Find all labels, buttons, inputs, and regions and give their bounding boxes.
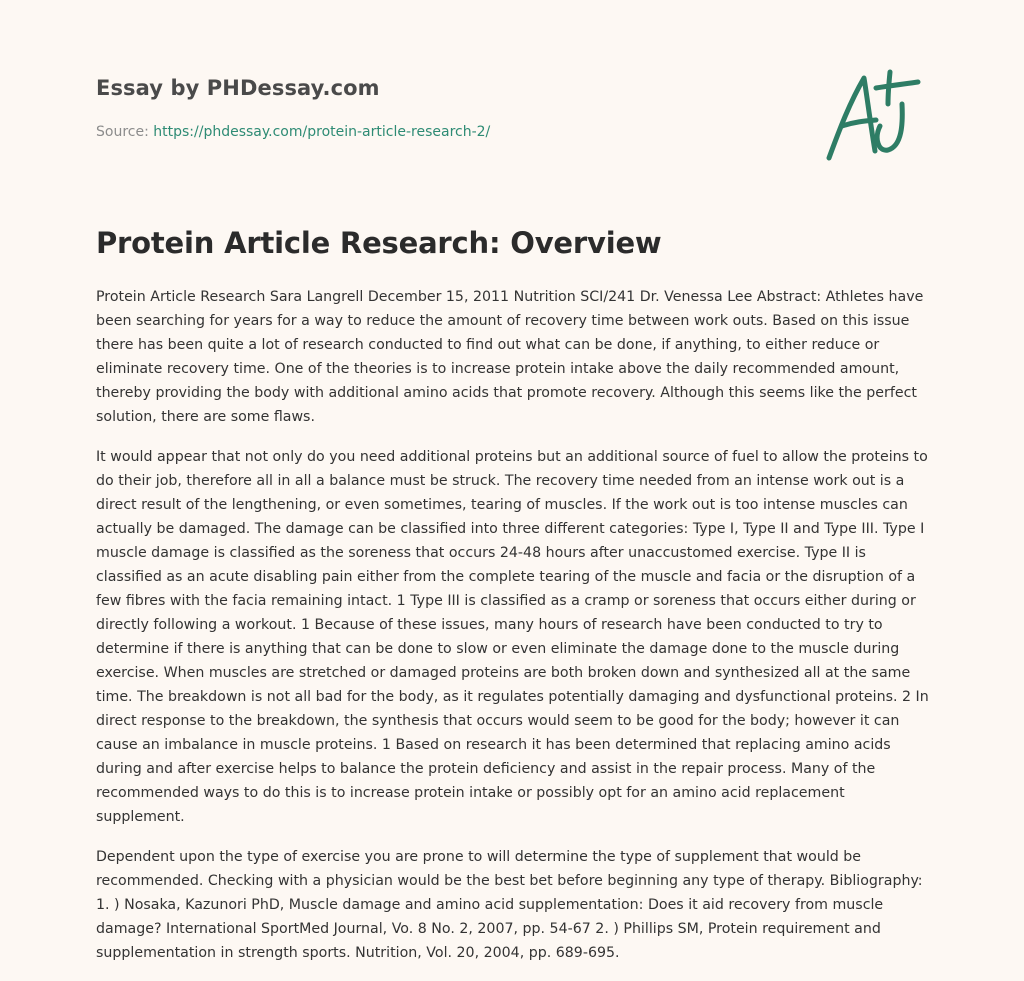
article-title: Protein Article Research: Overview: [96, 226, 662, 260]
article-paragraph: It would appear that not only do you need additional proteins but an additional source of fuel to allow the proteins to do their job, therefore all in all a balance must be struck. The recovery time needed from an intense work out is a direct result of the lengthening, or even sometimes, tearing of muscles. If the work out is too intense muscles can actually be damaged. The damage can be classified into three different categories: Type I, Type II and Type III. Type I muscle damage is classified as the soreness that occurs 24-48 hours after unaccustomed exercise. Type II is classified as an acute disabling pain either from the complete tearing of the muscle and facia or the disruption of a few fibres with the facia remaining intact. 1 Type III is classified as a cramp or soreness that occurs either during or directly following a workout. 1 Because of these issues, many hours of research have been conducted to try to determine if there is anything that can be done to slow or even eliminate the damage done to the muscle during exercise. When muscles are stretched or damaged proteins are both broken down and synthesized all at the same time. The breakdown is not all bad for the body, as it regulates potentially damaging and dysfunctional proteins. 2 In direct response to the breakdown, the synthesis that occurs would seem to be good for the body; however it can cause an imbalance in muscle proteins. 1 Based on research it has been determined that replacing amino acids during and after exercise helps to balance the protein deficiency and assist in the repair process. Many of the recommended ways to do this is to increase protein intake or possibly opt for an amino acid replacement supplement.: [96, 449, 929, 825]
site-brand: Essay by PHDessay.com: [96, 76, 380, 100]
source-label: Source:: [96, 124, 149, 140]
source-link[interactable]: https://phdessay.com/protein-article-research-2/: [153, 124, 491, 140]
source-line: [96, 124, 490, 140]
article-body: [96, 285, 930, 981]
article-paragraph: Protein Article Research Sara Langrell December 15, 2011 Nutrition SCI/241 Dr. Venessa Lee Abstract: Athletes have been searching for years for a way to reduce the amount of recovery time between work outs. Based on this issue there has been quite a lot of research conducted to find out what can be done, if anything, to either reduce or eliminate recovery time. One of the theories is to increase protein intake above the daily recommended amount, thereby providing the body with additional amino acids that promote recovery. Although this seems like the perfect solution, there are some flaws.: [96, 289, 924, 425]
a-plus-logo-icon: [820, 66, 932, 166]
article-paragraph: Dependent upon the type of exercise you are prone to will determine the type of supplement that would be recommended. Checking with a physician would be the best bet before beginning any type of therapy. Bibliography: 1. ) Nosaka, Kazunori PhD, Muscle damage and amino acid supplementation: Does it aid recovery from muscle damage? International SportMed Journal, Vo. 8 No. 2, 2007, pp. 54-67 2. ) Phillips SM, Protein requirement and supplementation in strength sports. Nutrition, Vol. 20, 2004, pp. 689-695.: [96, 849, 923, 961]
